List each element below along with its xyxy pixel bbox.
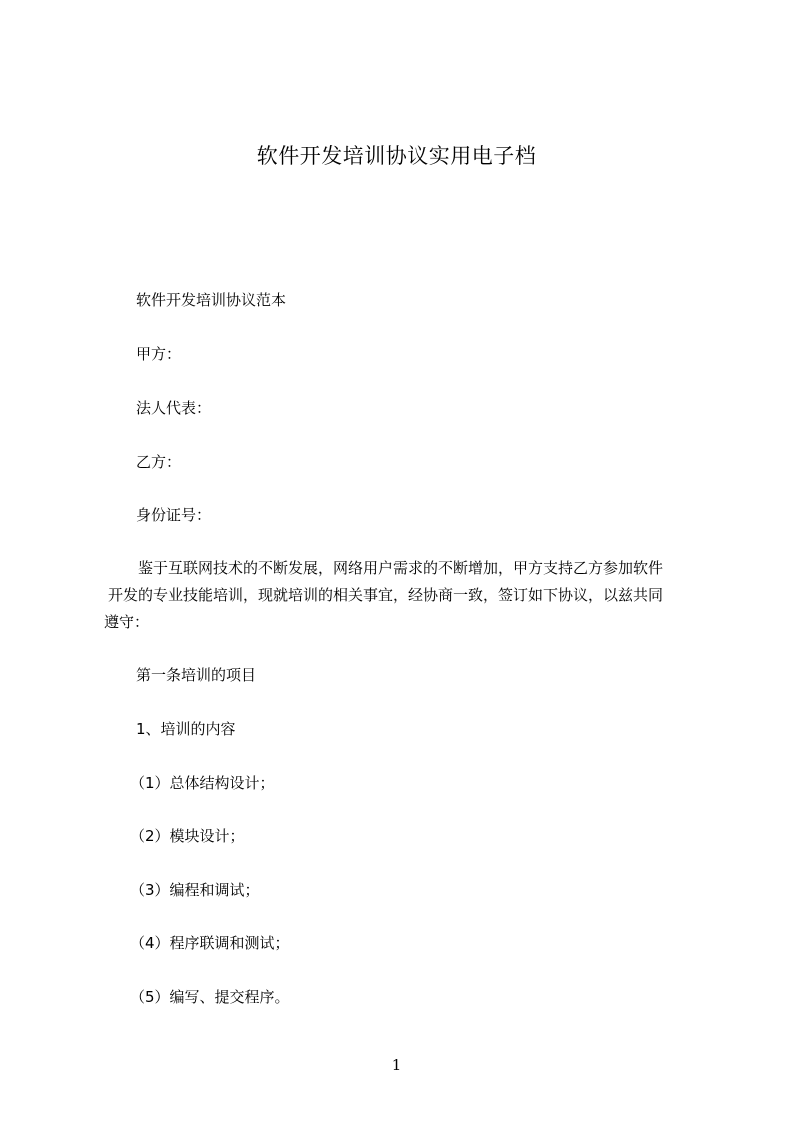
list-item: （3）编程和调试；	[130, 881, 260, 899]
list-item: （5）编写、提交程序。	[130, 988, 290, 1006]
document-title: 软件开发培训协议实用电子档	[256, 144, 537, 168]
intro-paragraph-line-2: 开发的专业技能培训，现就培训的相关事宜，经协商一致，签订如下协议，以兹共同	[108, 586, 664, 604]
party-a-label: 甲方：	[136, 345, 182, 363]
section-1-subheading: 1、培训的内容	[136, 720, 236, 738]
party-b-label: 乙方：	[136, 453, 182, 471]
intro-paragraph-line-3: 遵守：	[104, 613, 150, 631]
id-number-label: 身份证号：	[136, 506, 212, 524]
page-number: 1	[391, 1056, 402, 1074]
section-1-heading: 第一条培训的项目	[136, 666, 257, 684]
list-item: （1）总体结构设计；	[130, 774, 275, 792]
list-item: （4）程序联调和测试；	[130, 934, 290, 952]
intro-paragraph-line-1: 鉴于互联网技术的不断发展，网络用户需求的不断增加，甲方支持乙方参加软件	[138, 559, 664, 577]
agreement-template-title: 软件开发培训协议范本	[136, 291, 287, 309]
list-item: （2）模块设计；	[130, 827, 245, 845]
legal-representative-label: 法人代表：	[136, 399, 212, 417]
